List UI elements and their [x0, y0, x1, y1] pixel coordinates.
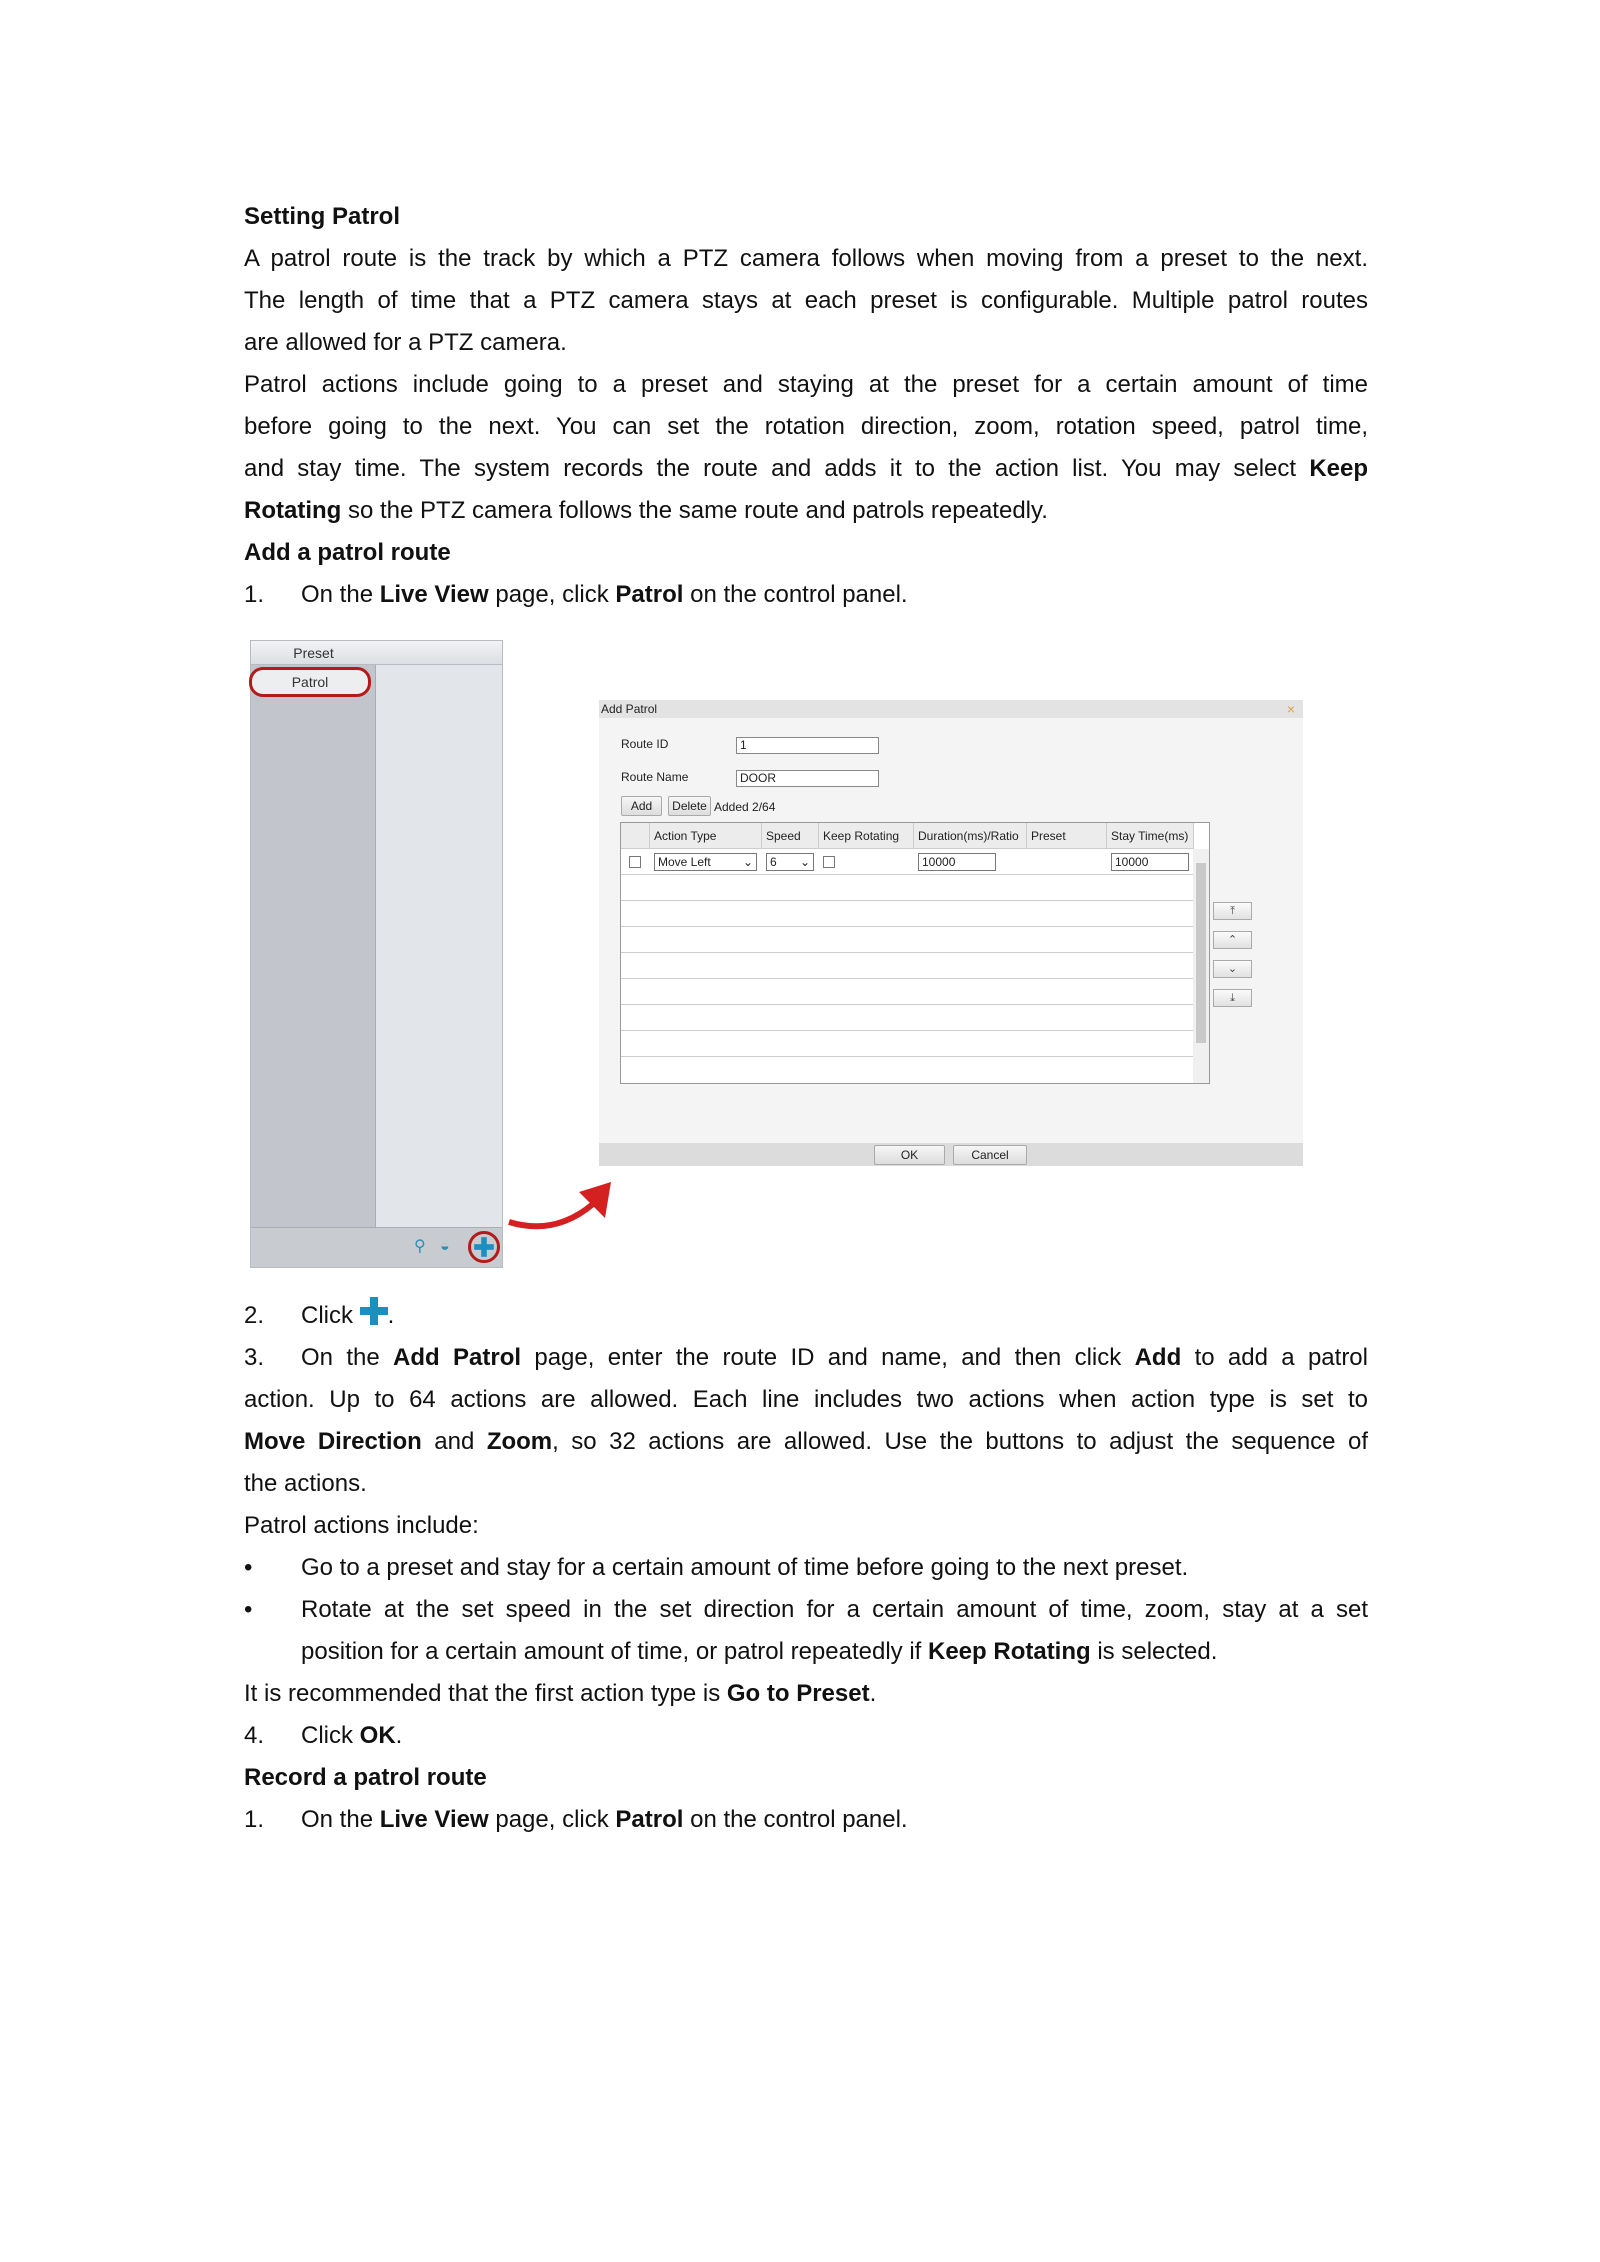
list-item	[244, 1547, 1368, 1589]
bold-text: Keep	[1309, 455, 1368, 482]
ok-button[interactable]: OK	[874, 1145, 945, 1165]
text: to add a patrol	[1181, 1344, 1368, 1371]
table-row	[621, 927, 1194, 953]
list-item	[244, 1715, 1368, 1757]
bold-text: Move Direction	[244, 1428, 422, 1455]
chevron-down-icon: ⌄	[742, 855, 753, 869]
bold-text: Add Patrol	[393, 1344, 522, 1371]
table-row	[621, 901, 1194, 927]
bold-text: Keep Rotating	[928, 1638, 1091, 1665]
text: on the control panel.	[683, 1806, 908, 1833]
text-line	[244, 448, 1368, 490]
select-all-header	[621, 823, 650, 849]
row-checkbox[interactable]	[629, 856, 641, 868]
dome-camera-icon[interactable]: ◒	[440, 1238, 450, 1255]
plus-icon	[360, 1297, 388, 1325]
action-type-value: Move Left	[658, 855, 711, 869]
text-line	[244, 1673, 1368, 1715]
text: .	[387, 1302, 395, 1329]
text: and	[421, 1428, 487, 1455]
table-row	[621, 875, 1194, 901]
keep-rotating-checkbox[interactable]	[823, 856, 835, 868]
bold-text: Rotating	[244, 497, 342, 524]
bold-text: Live View	[379, 581, 489, 608]
bold-text: Add	[1134, 1344, 1182, 1371]
bold-text: Zoom	[486, 1428, 553, 1455]
text-line	[244, 1463, 1368, 1505]
panel-footer	[251, 1227, 502, 1267]
text: The length of time that a PTZ camera stays at each preset is configurable. Multiple patrol routes	[244, 287, 1368, 314]
list-item	[244, 1295, 1368, 1337]
section-heading	[244, 532, 1368, 574]
col-keep-rotating: Keep Rotating	[819, 823, 914, 849]
bold-text: Go to Preset	[726, 1680, 870, 1707]
move-to-bottom-button[interactable]: ⤓	[1213, 989, 1252, 1007]
route-name-input[interactable]: DOOR	[736, 770, 879, 787]
text: action. Up to 64 actions are allowed. Each line includes two actions when action type is set to	[244, 1386, 1368, 1413]
text: and stay time. The system records the route and adds it to the action list. You may select	[244, 455, 1310, 482]
table-row	[621, 979, 1194, 1005]
text: page, enter the route ID and name, and then click	[521, 1344, 1135, 1371]
col-speed: Speed	[762, 823, 819, 849]
text-line	[244, 364, 1368, 406]
list-item	[244, 1589, 1368, 1631]
text: It is recommended that the first action type is	[244, 1680, 727, 1707]
text: Go to a preset and stay for a certain amount of time before going to the next preset.	[301, 1554, 1189, 1581]
tab-column	[251, 641, 376, 1227]
list-marker: •	[244, 1554, 253, 1581]
text: so the PTZ camera follows the same route and patrols repeatedly.	[341, 497, 1048, 524]
text-line	[244, 1421, 1368, 1463]
text: Patrol actions include going to a preset and staying at the preset for a certain amount of time	[244, 371, 1368, 398]
text-line	[244, 406, 1368, 448]
speed-value: 6	[770, 855, 777, 869]
list-marker: 4.	[244, 1722, 265, 1749]
text: Rotate at the set speed in the set direction for a certain amount of time, zoom, stay at a set	[301, 1596, 1368, 1623]
add-button[interactable]: Add	[621, 796, 662, 816]
bold-text: Add a patrol route	[244, 539, 451, 566]
add-patrol-dialog	[599, 700, 1303, 1166]
text: A patrol route is the track by which a PTZ camera follows when moving from a preset to the next.	[244, 245, 1368, 272]
text: on the control panel.	[683, 581, 908, 608]
route-name-label: Route Name	[621, 770, 689, 784]
list-item	[244, 574, 1368, 616]
bold-text: Patrol	[615, 1806, 684, 1833]
route-id-label: Route ID	[621, 737, 669, 751]
text: is selected.	[1090, 1638, 1218, 1665]
table-row	[621, 849, 1194, 875]
table-row	[621, 1005, 1194, 1031]
bold-text: OK	[359, 1722, 396, 1749]
section-steps	[244, 1295, 1368, 1841]
table-row	[621, 953, 1194, 979]
text: On the	[301, 1344, 394, 1371]
live-view-control-panel	[250, 640, 503, 1268]
text: page, click	[488, 581, 616, 608]
text: .	[869, 1680, 877, 1707]
list-item	[244, 1799, 1368, 1841]
list-marker: 1.	[244, 1806, 265, 1833]
bold-text: Patrol	[615, 581, 684, 608]
add-patrol-button[interactable]	[468, 1231, 500, 1263]
move-up-button[interactable]: ⌃	[1213, 931, 1252, 949]
text-line	[244, 322, 1368, 364]
col-duration: Duration(ms)/Ratio	[914, 823, 1027, 849]
col-action-type: Action Type	[650, 823, 762, 849]
added-count: Added 2/64	[714, 800, 776, 814]
list-marker: 2.	[244, 1302, 265, 1329]
speed-select[interactable]	[766, 853, 814, 871]
text: Patrol actions include:	[244, 1512, 479, 1539]
stay-time-input[interactable]: 10000	[1111, 853, 1189, 871]
tab-patrol[interactable]: Patrol	[249, 667, 371, 697]
list-marker: 1.	[244, 581, 265, 608]
text: page, click	[488, 1806, 616, 1833]
route-icon[interactable]: ⚲	[414, 1238, 426, 1255]
text: Click	[301, 1722, 360, 1749]
text: position for a certain amount of time, or patrol repeatedly if	[301, 1638, 928, 1665]
action-table	[620, 822, 1210, 1084]
table-row	[621, 1031, 1194, 1057]
col-stay-time: Stay Time(ms)	[1107, 823, 1194, 849]
delete-button[interactable]: Delete	[668, 796, 711, 816]
text-line	[244, 1379, 1368, 1421]
dialog-title: Add Patrol	[599, 700, 1303, 718]
text: Click	[301, 1302, 360, 1329]
route-id-input[interactable]: 1	[736, 737, 879, 754]
section-setting-patrol	[244, 196, 1368, 616]
move-to-top-button[interactable]: ⤒	[1213, 902, 1252, 920]
text: , so 32 actions are allowed. Use the buttons to adjust the sequence of	[552, 1428, 1368, 1455]
table-scrollbar[interactable]	[1193, 849, 1209, 1083]
text: the actions.	[244, 1470, 367, 1497]
col-preset: Preset	[1027, 823, 1107, 849]
section-heading	[244, 1757, 1368, 1799]
text: before going to the next. You can set the rotation direction, zoom, rotation speed, patrol time,	[244, 413, 1368, 440]
red-arrow-icon	[505, 1178, 615, 1240]
tab-preset[interactable]: Preset	[293, 645, 334, 661]
list-marker: •	[244, 1596, 253, 1623]
text: .	[395, 1722, 403, 1749]
bold-text: Setting Patrol	[244, 203, 401, 230]
close-icon[interactable]: ×	[1286, 701, 1295, 717]
bold-text: Live View	[379, 1806, 489, 1833]
dialog-footer	[599, 1143, 1303, 1166]
text: are allowed for a PTZ camera.	[244, 329, 567, 356]
scrollbar-thumb[interactable]	[1196, 863, 1206, 1043]
plus-icon	[474, 1237, 494, 1257]
text-line	[244, 280, 1368, 322]
text-line	[244, 1631, 1368, 1673]
list-item	[244, 1337, 1368, 1379]
text: On the	[301, 581, 380, 608]
text: On the	[301, 1806, 380, 1833]
action-type-select[interactable]	[654, 853, 757, 871]
section-heading	[244, 196, 1368, 238]
text-line	[244, 490, 1368, 532]
text-line	[244, 1505, 1368, 1547]
list-marker: 3.	[244, 1344, 265, 1371]
text-line	[244, 238, 1368, 280]
cancel-button[interactable]: Cancel	[953, 1145, 1027, 1165]
duration-input[interactable]: 10000	[918, 853, 996, 871]
chevron-down-icon: ⌄	[799, 855, 810, 869]
move-down-button[interactable]: ⌄	[1213, 960, 1252, 978]
bold-text: Record a patrol route	[244, 1764, 487, 1791]
